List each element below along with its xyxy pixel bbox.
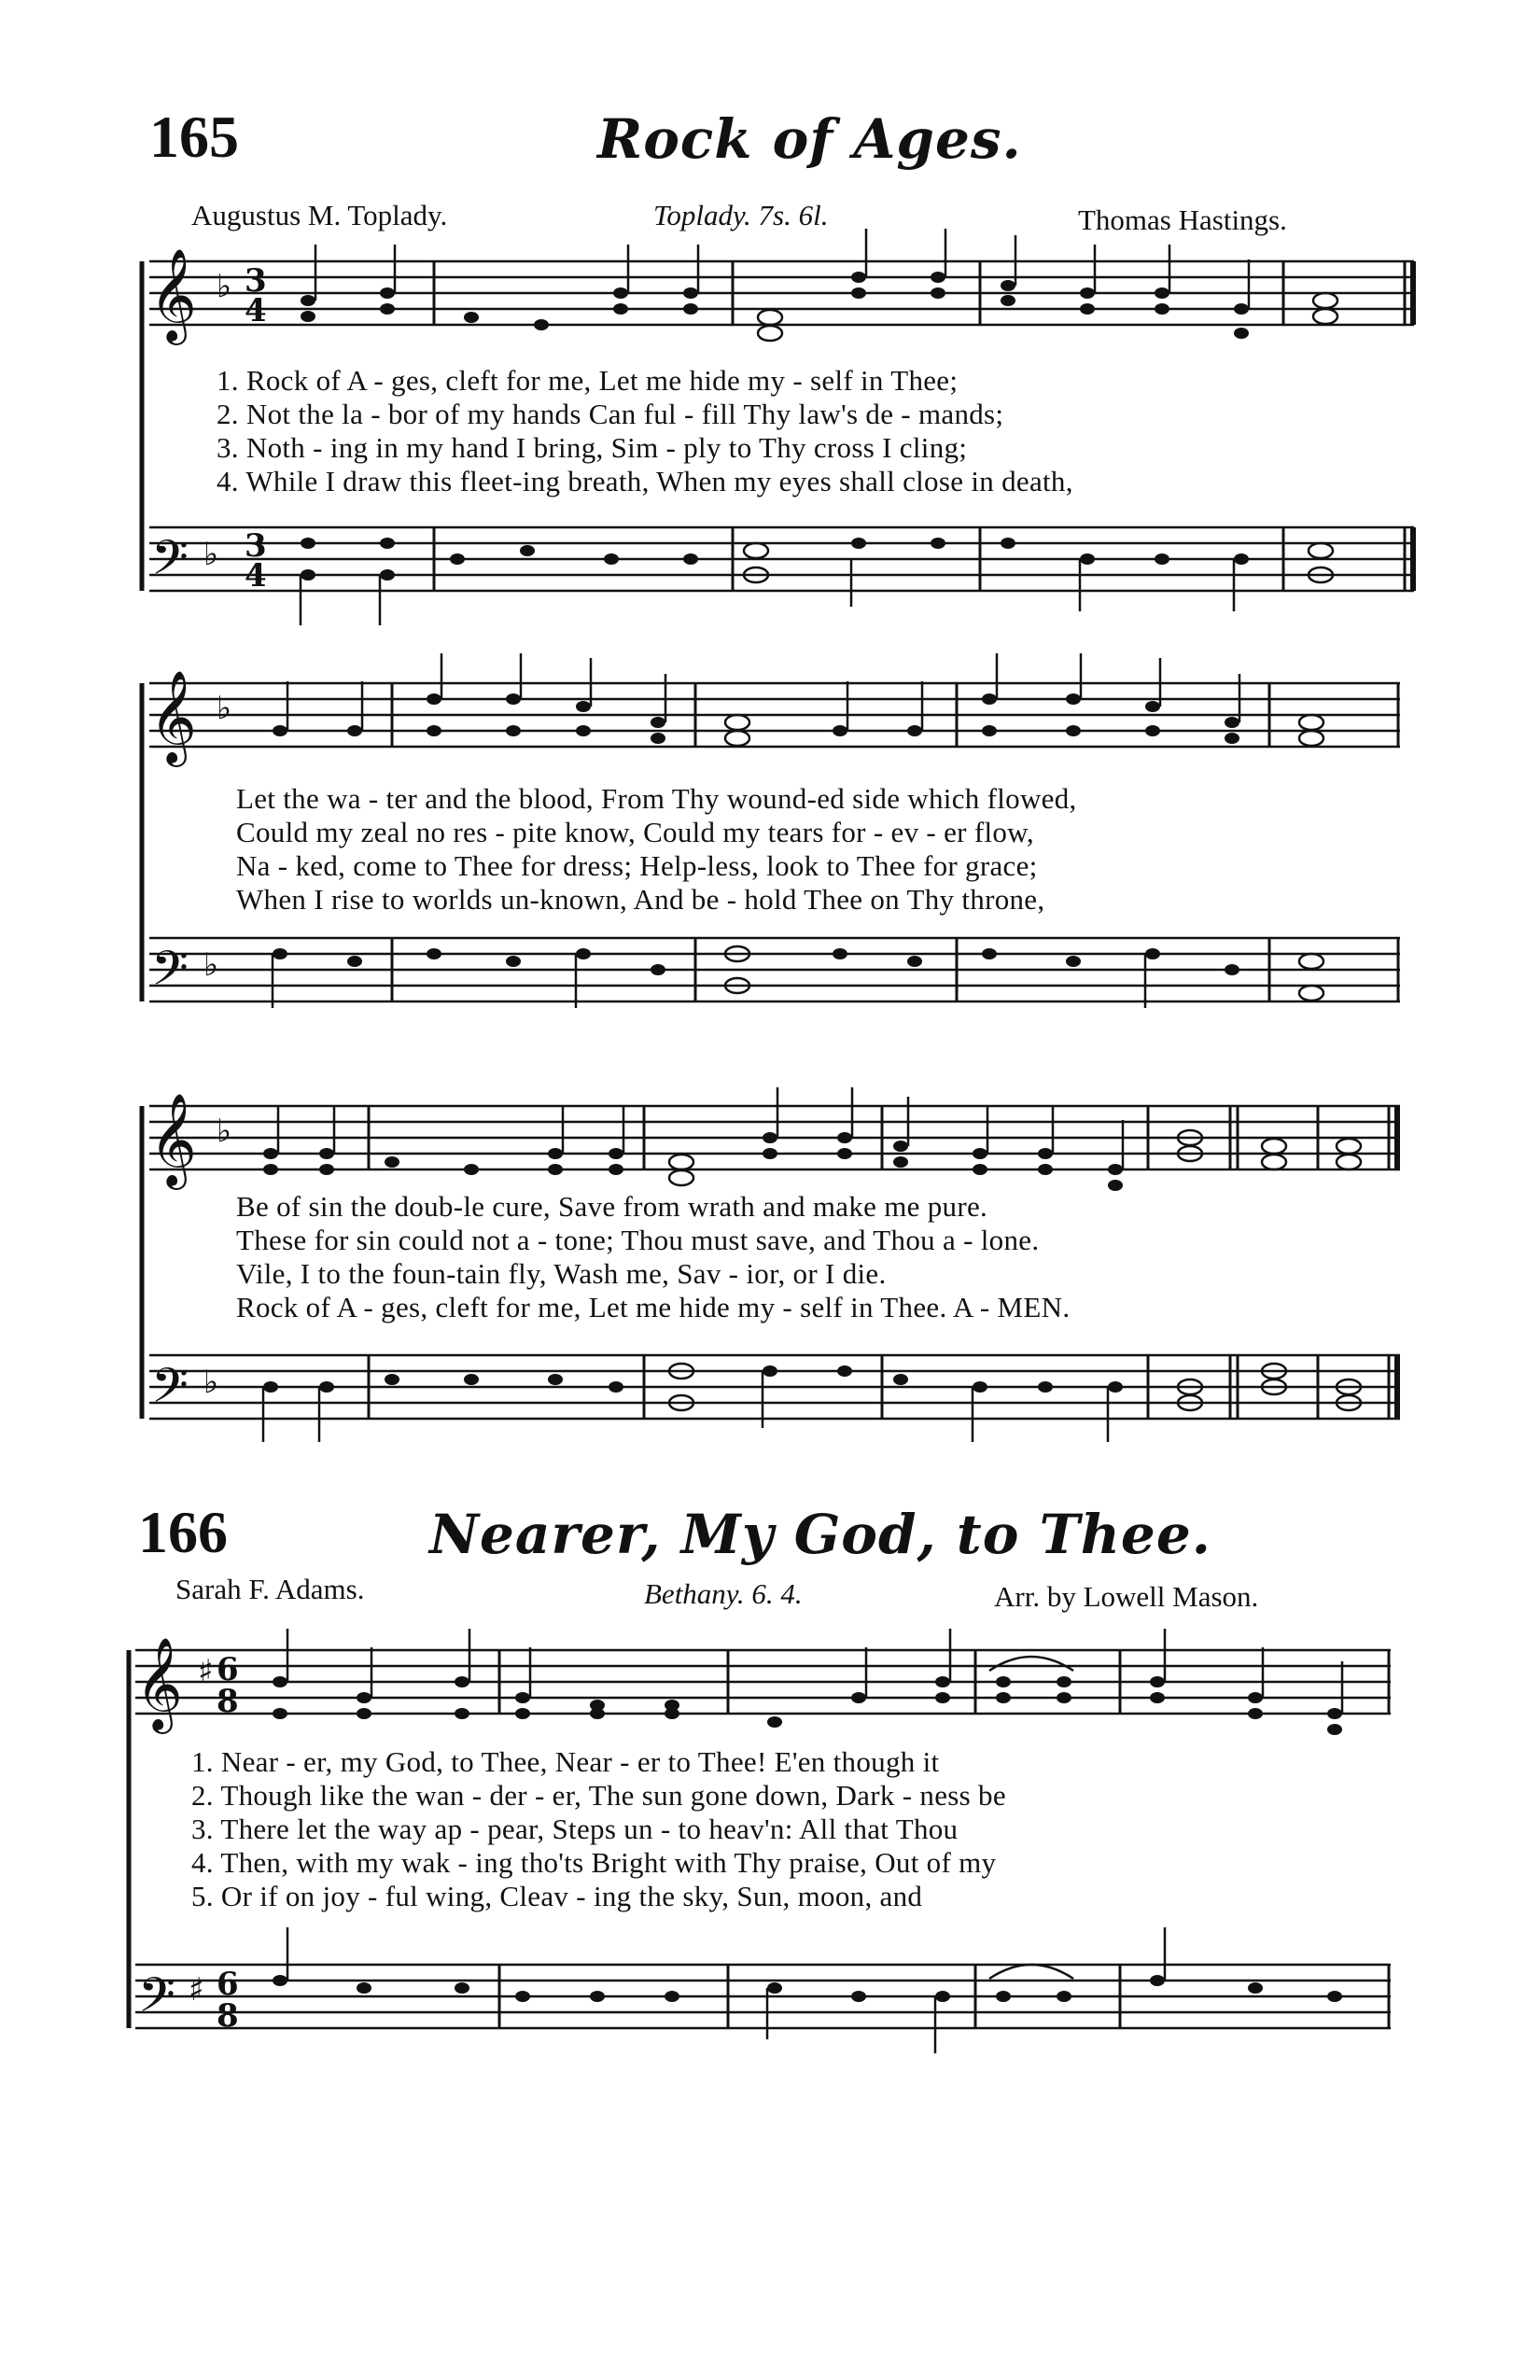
svg-text:♭: ♭ [203,536,219,573]
lyricist-credit: Sarah F. Adams. [175,1573,365,1605]
svg-text:𝄞: 𝄞 [149,1093,197,1186]
time-signature: 3 [245,262,267,300]
verse-lines-system-1 [217,364,1073,498]
svg-text:♭: ♭ [217,1113,232,1150]
lyric-line: 4. Then, with my wak - ing tho'ts Bright with Thy praise, Out of my [191,1846,997,1879]
svg-text:𝄢: 𝄢 [151,1357,189,1425]
bass-clef-icon: 𝄢 [151,529,189,597]
svg-text:♯: ♯ [198,1653,214,1690]
hymn-title: Rock of Ages. [597,107,1022,171]
tune-credit: Bethany. 6. 4. [644,1577,803,1610]
hymn-number: 165 [149,104,239,170]
verse-lines-system-4 [191,1745,1006,1913]
lyric-line: Could my zeal no res - pite know, Could my tears for - ev - er flow, [236,816,1034,848]
lyric-line: 3. Noth - ing in my hand I bring, Sim - ply to Thy cross I cling; [217,431,968,464]
verse-lines-system-2 [236,782,1077,917]
treble-staff-1 [149,261,1414,325]
treble-clef-icon: 𝄞 [149,248,197,342]
bass-staff-1 [149,527,1414,591]
hymn-number: 166 [138,1499,228,1565]
svg-text:♭: ♭ [203,946,219,984]
svg-text:𝄢: 𝄢 [151,940,189,1008]
svg-text:𝄞: 𝄞 [135,1637,183,1730]
svg-text:6: 6 [217,1651,239,1688]
lyric-line: Vile, I to the foun-tain fly, Wash me, Sav - ior, or I die. [236,1257,887,1290]
svg-text:3: 3 [245,527,267,565]
svg-text:8: 8 [217,1683,239,1720]
verse-lines-system-3 [236,1190,1070,1324]
lyric-line: Let the wa - ter and the blood, From Thy wound-ed side which flowed, [236,782,1077,815]
lyricist-credit: Augustus M. Toplady. [191,199,448,231]
lyric-line: Be of sin the doub-le cure, Save from wrath and make me pure. [236,1190,988,1223]
svg-text:𝄞: 𝄞 [149,670,197,763]
svg-text:♭: ♭ [217,690,232,727]
hymn-title: Nearer, My God, to Thee. [429,1503,1211,1566]
svg-text:4: 4 [245,557,267,595]
lyric-line: 1. Rock of A - ges, cleft for me, Let me hide my - self in Thee; [217,364,959,397]
composer-credit: Arr. by Lowell Mason. [994,1580,1259,1613]
svg-text:8: 8 [217,1997,239,2035]
svg-text:𝄢: 𝄢 [138,1967,175,2035]
tune-credit: Toplady. 7s. 6l. [653,199,829,231]
svg-text:6: 6 [217,1966,239,2003]
lyric-line: 2. Though like the wan - der - er, The sun gone down, Dark - ness be [191,1779,1006,1812]
svg-text:4: 4 [245,292,267,329]
composer-credit: Thomas Hastings. [1078,203,1287,236]
lyric-line: 1. Near - er, my God, to Thee, Near - er to Thee! E'en though it [191,1745,940,1778]
lyric-line: Rock of A - ges, cleft for me, Let me hide my - self in Thee. A - MEN. [236,1291,1071,1323]
svg-text:♭: ♭ [203,1364,219,1401]
lyric-line: When I rise to worlds un-known, And be - hold Thee on Thy throne, [236,883,1045,916]
lyric-line: These for sin could not a - tone; Thou must save, and Thou a - lone. [236,1224,1040,1256]
flat-icon: ♭ [217,268,232,305]
lyric-line: 3. There let the way ap - pear, Steps un - to heav'n: All that Thou [191,1813,959,1845]
lyric-line: Na - ked, come to Thee for dress; Help-less, look to Thee for grace; [236,849,1038,882]
svg-text:♯: ♯ [189,1971,204,2009]
lyric-line: 4. While I draw this fleet-ing breath, When my eyes shall close in death, [217,465,1073,497]
lyric-line: 2. Not the la - bor of my hands Can ful - fill Thy law's de - mands; [217,398,1004,430]
lyric-line: 5. Or if on joy - ful wing, Cleav - ing the sky, Sun, moon, and [191,1880,923,1912]
